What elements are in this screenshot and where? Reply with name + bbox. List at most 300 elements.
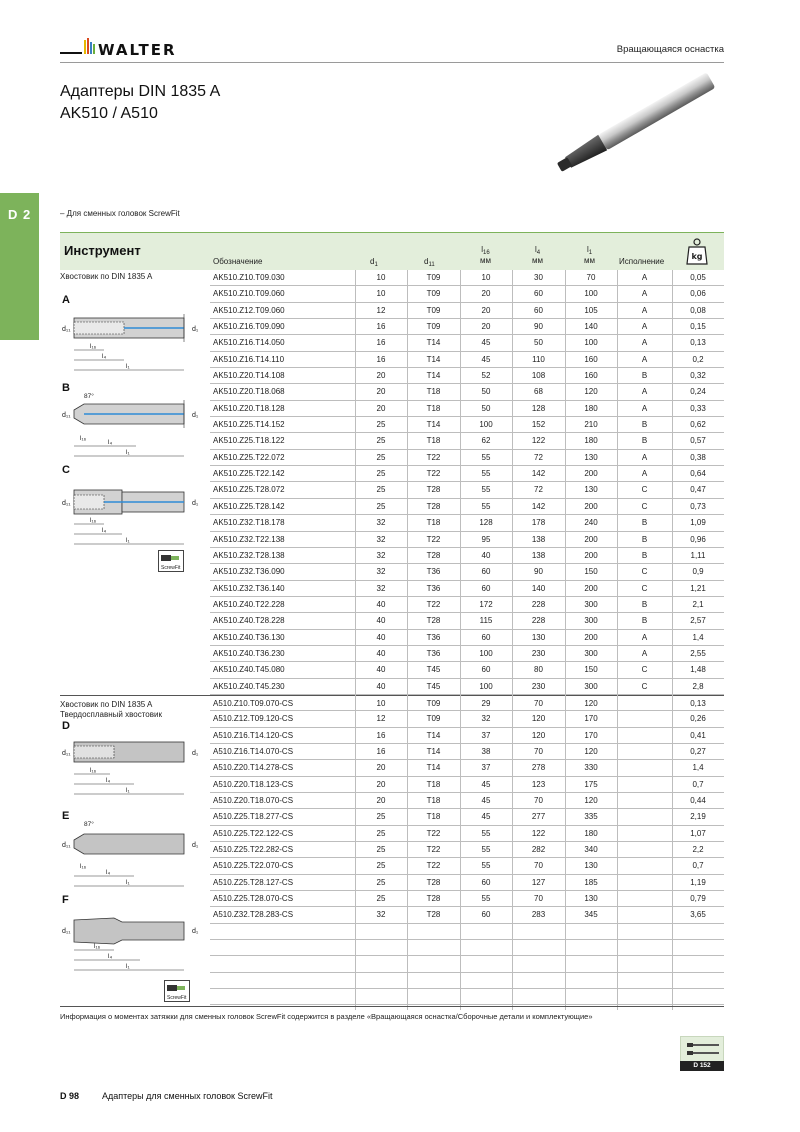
cell-d1: 20 (376, 387, 386, 397)
col-header-l1: $l_1$ мм (584, 245, 595, 265)
cell-d11: T36 (426, 583, 441, 593)
svg-text:d₁₁: d₁₁ (62, 750, 71, 757)
cell-code: AK510.Z25.T18.122 (213, 436, 285, 446)
cell-code: AK510.Z40.T36.230 (213, 648, 285, 658)
cell-l4: 142 (531, 469, 546, 479)
cell-weight: 2,2 (692, 845, 704, 855)
svg-text:87°: 87° (84, 821, 94, 828)
group2-label: Хвостовик по DIN 1835 A Твердосплавный хвостовик (60, 700, 162, 719)
svg-text:d₁₁: d₁₁ (62, 842, 71, 849)
cell-d11: T18 (426, 403, 441, 413)
col-divider (565, 270, 566, 1010)
cell-l1: 130 (584, 894, 598, 904)
cell-d11: T36 (426, 648, 441, 658)
table-row (210, 973, 724, 989)
cell-code: AK510.Z16.T09.090 (213, 322, 285, 332)
cell-l16: 45 (481, 796, 491, 805)
cell-d1: 25 (376, 828, 386, 838)
cell-d1: 16 (376, 354, 386, 364)
table-row (210, 940, 724, 956)
cell-d1: 25 (376, 485, 386, 495)
table-heading-cell (60, 233, 210, 270)
svg-text:d₁: d₁ (192, 750, 199, 757)
cell-l1: 170 (584, 730, 598, 740)
cell-weight: 0,2 (692, 354, 704, 364)
cell-l4: 70 (534, 894, 543, 904)
svg-text:d₁₁: d₁₁ (62, 326, 71, 333)
cell-code: AK510.Z32.T22.138 (213, 534, 285, 544)
cell-l16: 128 (479, 518, 493, 528)
cell-variant: A (641, 305, 648, 315)
cell-variant: B (641, 420, 648, 430)
cell-code: A510.Z25.T22.070-CS (213, 861, 294, 871)
col-header-d1: $d_1$ (370, 257, 378, 268)
cell-d11: T28 (426, 550, 441, 560)
cell-l1: 330 (584, 763, 598, 773)
cell-weight: 0,27 (690, 746, 706, 756)
cell-variant: A (641, 632, 648, 642)
cell-code: AK510.Z32.T36.140 (213, 583, 285, 593)
cell-d11: T09 (426, 698, 441, 708)
cell-l16: 10 (481, 273, 491, 282)
cell-d11: T36 (426, 567, 441, 577)
cell-d11: T36 (426, 632, 441, 642)
cell-l16: 55 (481, 861, 491, 871)
cell-d1: 12 (376, 714, 386, 724)
cell-code: AK510.Z32.T36.090 (213, 567, 285, 577)
cell-l1: 175 (584, 779, 598, 789)
cell-l1: 150 (584, 567, 598, 577)
cell-code: AK510.Z25.T14.152 (213, 420, 285, 430)
cell-d11: T22 (426, 534, 441, 544)
table-row (210, 777, 724, 793)
cell-d11: T14 (426, 746, 441, 756)
svg-text:d₁: d₁ (192, 842, 199, 849)
cell-weight: 0,38 (690, 452, 706, 462)
cell-d1: 12 (376, 305, 386, 315)
svg-text:d₁: d₁ (192, 928, 199, 935)
col-header-variant: Исполнение (619, 257, 665, 266)
col-header-d11: $d_{11}$ (424, 257, 435, 268)
cell-l16: 115 (479, 616, 493, 626)
cell-l1: 130 (584, 485, 598, 495)
walter-logo (60, 34, 200, 64)
table-row (210, 319, 724, 335)
cell-l4: 60 (534, 305, 543, 315)
cell-l16: 55 (481, 828, 491, 838)
cell-l4: 70 (534, 861, 543, 871)
svg-text:87°: 87° (84, 393, 94, 400)
svg-text:l₄: l₄ (108, 953, 113, 960)
svg-text:l₄: l₄ (108, 439, 113, 446)
cell-l1: 150 (584, 665, 598, 675)
cell-l16: 32 (481, 714, 491, 724)
cell-l16: 172 (479, 599, 493, 609)
table-row (210, 303, 724, 319)
cell-d11: T22 (426, 861, 441, 871)
diagram-variant-e (60, 818, 210, 892)
cell-l16: 52 (481, 371, 491, 381)
cell-weight: 3,65 (690, 910, 706, 920)
logo-stripes-icon (60, 34, 98, 64)
cell-d1: 20 (376, 796, 386, 805)
diagram-letter-b: B (62, 382, 70, 394)
table-row (210, 956, 724, 972)
cell-code: AK510.Z16.T14.050 (213, 338, 285, 348)
cell-variant: B (641, 599, 648, 609)
cell-l16: 60 (481, 583, 491, 593)
cell-weight: 1,21 (690, 583, 706, 593)
cell-l16: 50 (481, 403, 491, 413)
cell-l16: 29 (481, 698, 491, 708)
svg-text:l₁: l₁ (126, 963, 130, 970)
cell-l4: 130 (531, 632, 546, 642)
cell-l16: 45 (481, 779, 491, 789)
col-divider (617, 270, 618, 1010)
cell-d11: T22 (426, 845, 441, 855)
table-row (210, 433, 724, 449)
chapter-tab (0, 193, 39, 340)
cell-d11: T22 (426, 469, 441, 479)
cell-code: AK510.Z16.T14.110 (213, 354, 285, 364)
cell-weight: 0,13 (690, 698, 706, 708)
cell-l16: 20 (481, 289, 491, 299)
cell-l4: 228 (531, 599, 546, 609)
cell-weight: 0,41 (690, 730, 706, 740)
cell-l16: 45 (481, 812, 491, 822)
logo-text: WALTER (98, 41, 177, 59)
cell-l4: 30 (534, 273, 543, 282)
table-row (210, 270, 724, 286)
cell-code: AK510.Z32.T18.178 (213, 518, 285, 528)
adapter-product-image (538, 70, 728, 180)
tool-table-body (210, 270, 724, 1005)
cell-weight: 0,64 (690, 469, 706, 479)
cell-l16: 55 (481, 894, 491, 904)
svg-text:d₁₁: d₁₁ (62, 500, 71, 507)
col-header-l4: $l_4$ мм (532, 245, 543, 265)
table-bottom-rule (60, 1006, 724, 1007)
svg-text:l₁₆: l₁₆ (90, 343, 97, 350)
cell-weight: 2,1 (692, 599, 704, 609)
cell-d11: T18 (426, 779, 441, 789)
table-row (210, 417, 724, 433)
cell-d1: 25 (376, 469, 386, 479)
cell-weight: 1,09 (690, 518, 706, 528)
cell-d11: T09 (426, 322, 441, 332)
cell-d1: 40 (376, 616, 386, 626)
col-divider (355, 270, 356, 1010)
svg-text:l₄: l₄ (106, 777, 111, 784)
chapter-tab-label: D 2 (8, 207, 32, 222)
svg-text:l₁₆: l₁₆ (90, 767, 97, 774)
table-row (210, 858, 724, 874)
cell-d11: T14 (426, 420, 441, 430)
cell-d11: T18 (426, 387, 441, 397)
cell-l16: 37 (481, 730, 491, 740)
page-number: D 98 (60, 1091, 80, 1101)
diagram-variant-d (60, 730, 210, 802)
svg-text:l₁₆: l₁₆ (90, 517, 97, 524)
table-row (210, 597, 724, 613)
diagram-variant-f (60, 904, 210, 976)
svg-text:l₁₆: l₁₆ (80, 863, 87, 870)
footer-text: Адаптеры для сменных головок ScrewFit (102, 1091, 273, 1101)
cell-code: AK510.Z40.T28.228 (213, 616, 285, 626)
cell-code: A510.Z25.T28.070-CS (213, 894, 294, 904)
cell-d11: T14 (426, 763, 441, 773)
cell-l4: 230 (531, 681, 546, 691)
cell-weight: 0,06 (690, 289, 706, 299)
cell-variant: C (641, 501, 648, 511)
cell-l1: 210 (584, 420, 598, 430)
cell-l16: 55 (481, 452, 491, 462)
cell-l4: 72 (534, 452, 543, 462)
cell-weight: 0,9 (692, 567, 704, 577)
cell-d1: 40 (376, 632, 386, 642)
svg-text:ScrewFit: ScrewFit (167, 995, 187, 1001)
cell-d11: T22 (426, 828, 441, 838)
cell-code: A510.Z25.T22.282-CS (213, 845, 294, 855)
cell-d1: 40 (376, 681, 386, 691)
svg-text:l₁₆: l₁₆ (94, 943, 101, 950)
cell-l16: 100 (479, 420, 493, 430)
cell-l1: 200 (584, 501, 598, 511)
group-separator (60, 695, 210, 696)
cell-l16: 60 (481, 632, 491, 642)
cell-d1: 25 (376, 436, 386, 446)
cell-l16: 50 (481, 387, 491, 397)
screwfit-icon (164, 980, 190, 1002)
cell-d11: T14 (426, 371, 441, 381)
cell-d1: 16 (376, 338, 386, 348)
table-row (210, 695, 724, 711)
weight-kg-icon (686, 238, 708, 266)
table-row (210, 352, 724, 368)
cell-d11: T45 (426, 681, 441, 691)
svg-text:l₁₆: l₁₆ (80, 435, 87, 442)
cell-l1: 200 (584, 534, 598, 544)
cell-l1: 300 (584, 616, 598, 626)
table-row (210, 826, 724, 842)
cell-l4: 178 (531, 518, 546, 528)
cell-l4: 283 (531, 910, 546, 920)
cell-d11: T09 (426, 714, 441, 724)
cell-d1: 10 (376, 273, 386, 282)
cell-d1: 20 (376, 763, 386, 773)
cell-d1: 32 (376, 550, 386, 560)
cell-variant: A (641, 289, 648, 299)
top-note: – Для сменных головок ScrewFit (60, 209, 180, 218)
cell-weight: 2,8 (692, 681, 704, 691)
table-row (210, 450, 724, 466)
cell-l16: 55 (481, 501, 491, 511)
cell-l16: 45 (481, 354, 491, 364)
cell-d1: 10 (376, 698, 386, 708)
svg-text:d₁₁: d₁₁ (62, 412, 71, 419)
cell-variant: A (641, 469, 648, 479)
table-heading: Инструмент (64, 243, 141, 258)
table-row (210, 499, 724, 515)
cell-d1: 16 (376, 322, 386, 332)
cell-d1: 40 (376, 665, 386, 675)
svg-text:ScrewFit: ScrewFit (161, 565, 181, 571)
table-row (210, 335, 724, 351)
cell-weight: 0,73 (690, 501, 706, 511)
diagram-letter-a: A (62, 294, 70, 306)
cell-weight: 1,11 (690, 550, 706, 560)
cell-variant: A (641, 338, 648, 348)
cell-l1: 70 (586, 273, 596, 282)
cell-l16: 45 (481, 338, 491, 348)
cell-l16: 60 (481, 877, 491, 887)
table-row (210, 613, 724, 629)
cell-d11: T28 (426, 616, 441, 626)
cell-d11: T09 (426, 273, 441, 282)
table-row (210, 646, 724, 662)
cell-l4: 50 (534, 338, 543, 348)
cell-code: AK510.Z10.T09.060 (213, 289, 285, 299)
cell-variant: C (641, 681, 648, 691)
cell-code: AK510.Z32.T28.138 (213, 550, 285, 560)
cell-weight: 2,57 (690, 616, 706, 626)
cell-code: AK510.Z25.T22.072 (213, 452, 285, 462)
cell-l16: 95 (481, 534, 491, 544)
svg-text:l₁: l₁ (126, 449, 130, 456)
cell-l4: 108 (531, 371, 546, 381)
cell-weight: 2,55 (690, 648, 706, 658)
cell-l1: 160 (584, 371, 598, 381)
cell-l1: 120 (584, 387, 598, 397)
cell-l16: 62 (481, 436, 491, 446)
cell-weight: 1,48 (690, 665, 706, 675)
svg-text:l₄: l₄ (102, 527, 107, 534)
cell-variant: A (641, 403, 648, 413)
svg-text:kg: kg (691, 252, 703, 261)
cell-l1: 130 (584, 452, 598, 462)
table-row (210, 891, 724, 907)
cell-l16: 55 (481, 845, 491, 855)
cell-l1: 300 (584, 648, 598, 658)
cell-code: AK510.Z10.T09.030 (213, 273, 285, 282)
table-column-header-row (210, 233, 724, 270)
cell-l1: 120 (584, 698, 598, 708)
cell-weight: 0,33 (690, 403, 706, 413)
cell-l1: 340 (584, 845, 598, 855)
page-title (60, 81, 220, 125)
cell-l1: 120 (584, 746, 598, 756)
svg-text:d₁: d₁ (192, 326, 199, 333)
cell-variant: A (641, 452, 648, 462)
cell-code: AK510.Z25.T28.142 (213, 501, 285, 511)
cell-d11: T22 (426, 599, 441, 609)
cell-d11: T14 (426, 730, 441, 740)
cell-d1: 25 (376, 452, 386, 462)
cell-variant: B (641, 436, 648, 446)
cell-l4: 110 (532, 354, 545, 364)
svg-text:l₁: l₁ (126, 363, 130, 370)
cell-l1: 105 (584, 305, 598, 315)
table-row (210, 581, 724, 597)
cell-l1: 240 (584, 518, 598, 528)
diagram-letter-e: E (62, 810, 70, 822)
cell-d1: 25 (376, 894, 386, 904)
cell-l1: 100 (584, 338, 598, 348)
table-row (210, 924, 724, 940)
cell-d1: 10 (376, 289, 386, 299)
table-row (210, 368, 724, 384)
cell-l1: 180 (584, 403, 598, 413)
cell-weight: 0,62 (690, 420, 706, 430)
cell-d1: 25 (376, 877, 386, 887)
cell-l4: 90 (534, 322, 543, 332)
svg-text:l₁: l₁ (126, 787, 130, 794)
cell-l4: 122 (531, 436, 546, 446)
cell-variant: A (641, 273, 648, 282)
table-row (210, 793, 724, 809)
cell-l1: 185 (584, 877, 598, 887)
cell-weight: 0,13 (690, 338, 706, 348)
cell-weight: 0,15 (690, 322, 706, 332)
cell-d1: 25 (376, 812, 386, 822)
table-row (210, 384, 724, 400)
cell-code: A510.Z12.T09.120-CS (213, 714, 294, 724)
cross-reference-label[interactable]: D 152 (680, 1061, 724, 1071)
cell-l1: 100 (584, 289, 598, 299)
cell-l4: 120 (531, 730, 546, 740)
cell-l4: 140 (531, 583, 546, 593)
cell-variant: B (641, 518, 648, 528)
cell-d11: T18 (426, 518, 441, 528)
svg-text:d₁: d₁ (192, 412, 199, 419)
table-row (210, 515, 724, 531)
table-row (210, 548, 724, 564)
cell-l4: 127 (531, 877, 546, 887)
table-row (210, 482, 724, 498)
cell-code: A510.Z25.T28.127-CS (213, 877, 294, 887)
table-row (210, 711, 724, 727)
cell-variant: A (641, 322, 648, 332)
diagram-letter-f: F (62, 894, 69, 906)
cell-code: AK510.Z40.T36.130 (213, 632, 285, 642)
cell-l4: 277 (531, 812, 546, 822)
cell-d1: 40 (376, 648, 386, 658)
cell-d1: 40 (376, 599, 386, 609)
cell-weight: 0,32 (690, 371, 706, 381)
cell-variant: B (641, 550, 648, 560)
svg-text:l₄: l₄ (106, 869, 111, 876)
cell-variant: B (641, 371, 648, 381)
cell-d1: 32 (376, 583, 386, 593)
cell-l4: 122 (531, 828, 546, 838)
cell-code: AK510.Z20.T18.128 (213, 403, 285, 413)
table-row (210, 630, 724, 646)
cell-l1: 120 (584, 796, 598, 805)
cell-d11: T18 (426, 436, 441, 446)
cell-d1: 32 (376, 910, 386, 920)
svg-text:d₁: d₁ (192, 500, 199, 507)
cell-l4: 228 (531, 616, 546, 626)
cell-d1: 32 (376, 567, 386, 577)
svg-text:d₁₁: d₁₁ (62, 928, 71, 935)
cell-l1: 200 (584, 469, 598, 479)
cell-l1: 140 (584, 322, 598, 332)
cell-variant: B (641, 616, 648, 626)
cell-d11: T28 (426, 910, 441, 920)
cell-weight: 1,4 (692, 763, 704, 773)
screwfit-icon (158, 550, 184, 572)
cell-weight: 0,7 (692, 861, 704, 871)
